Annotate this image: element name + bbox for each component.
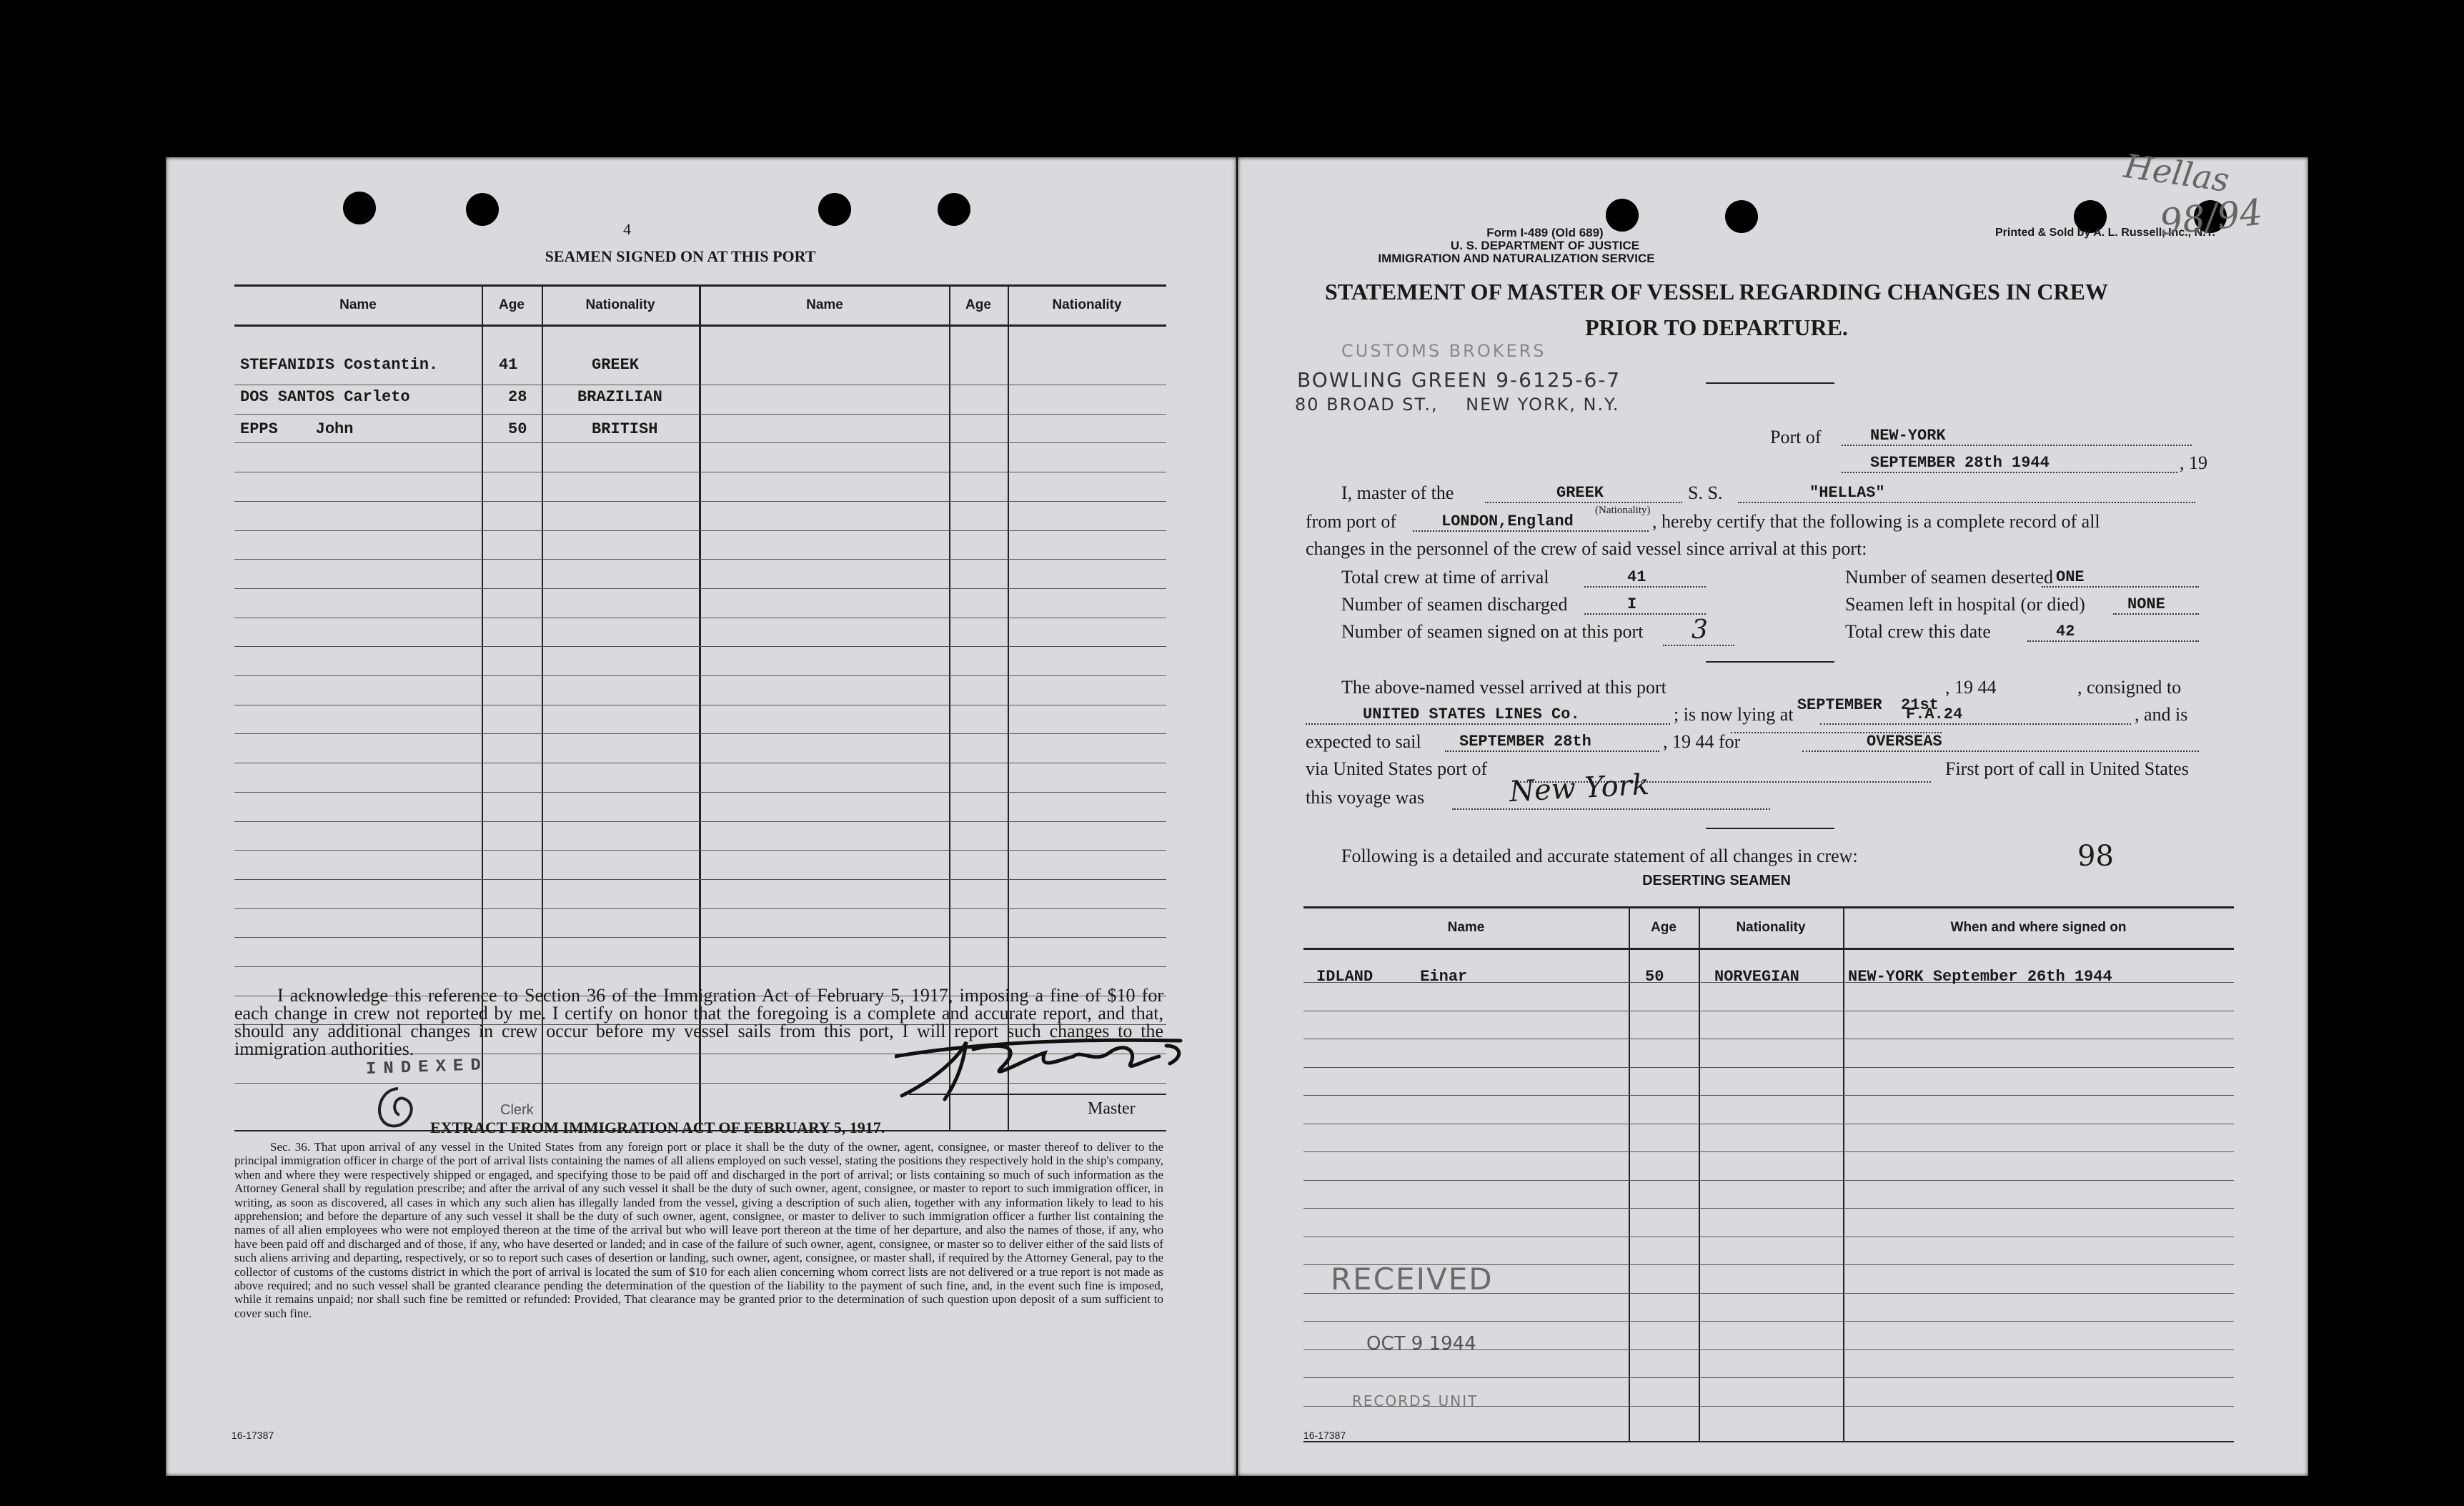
title-line-1: STATEMENT OF MASTER OF VESSEL REGARDING CHANGES IN CREW	[1325, 279, 2108, 304]
desert-header-nationality: Nationality	[1736, 920, 1806, 935]
acknowledgement-text: I acknowledge this reference to Section 36 of the Immigration Act of February 5, 1917, imposing a fine of $10 for each change in crew not reported by me. I certify on honor that the foregoing is a complete and accurate report, and that, should any additional changes in crew occur before my vessel sails from this port, I will report such changes to the immigration authorities.	[234, 985, 1163, 1059]
page-number: 4	[623, 220, 631, 238]
form-id: Form I-489 (Old 689)	[1486, 226, 1604, 239]
discharged-label: Number of seamen discharged	[1341, 594, 1568, 615]
arrived-label: The above-named vessel arrived at this port	[1341, 677, 1666, 698]
nationality-value: GREEK	[1485, 484, 1682, 503]
header-age-2: Age	[965, 297, 991, 312]
broker-stamp-line-2: BOWLING GREEN 9-6125-6-7	[1297, 368, 1621, 392]
lying-label: ; is now lying at	[1674, 704, 1794, 725]
handwritten-number: 98/94	[2157, 191, 2265, 244]
ship-name-value: "HELLAS"	[1738, 484, 2195, 503]
via-handwritten: New York	[1508, 768, 1651, 809]
deserted-label: Number of seamen deserted	[1845, 567, 2053, 588]
row-rule	[234, 646, 1166, 647]
row-rule	[234, 442, 1166, 443]
desert-when-where: NEW-YORK September 26th 1944	[1848, 968, 2112, 986]
desert-age: 50	[1645, 968, 1664, 986]
punch-hole	[1725, 200, 1758, 233]
punch-hole	[466, 193, 499, 226]
row-rule	[234, 850, 1166, 851]
received-stamp-mark: RECEIVED	[1331, 1262, 1494, 1297]
footer-code: 16-17387	[232, 1430, 274, 1441]
lying-value: F.A.24	[1820, 705, 2131, 725]
total-crew-arrival-label: Total crew at time of arrival	[1341, 567, 1549, 588]
row-rule	[234, 559, 1166, 560]
row-nationality: GREEK	[592, 356, 640, 374]
row-rule	[234, 792, 1166, 793]
arrived-value: SEPTEMBER 21st	[1731, 678, 1942, 733]
extract-title: EXTRACT FROM IMMIGRATION ACT OF FEBRUARY 5, 1917.	[430, 1119, 885, 1136]
first-port-label: First port of call in United States	[1945, 758, 2189, 779]
row-rule	[1303, 1321, 2234, 1322]
consignee-value: UNITED STATES LINES Co.	[1306, 705, 1670, 725]
row-rule	[1303, 1180, 2234, 1181]
master-label: Master	[1088, 1099, 1136, 1118]
row-rule	[234, 966, 1166, 967]
master-of-label: I, master of the	[1341, 482, 1454, 503]
arrived-year: , 19 44	[1945, 677, 1997, 698]
expected-year: , 19 44 for	[1663, 731, 1741, 752]
deserting-title: DESERTING SEAMEN	[1642, 873, 1791, 888]
row-rule	[1303, 1067, 2234, 1068]
signed-on-value: 3	[1663, 615, 1734, 646]
row-age: 28	[508, 388, 527, 406]
nationality-caption: (Nationality)	[1595, 505, 1651, 516]
port-label: Port of	[1770, 427, 1822, 447]
row-rule	[234, 821, 1166, 822]
row-rule	[234, 733, 1166, 734]
row-rule	[234, 908, 1166, 909]
section-title: SEAMEN SIGNED ON AT THIS PORT	[545, 247, 816, 265]
following-text: Following is a detailed and accurate statement of all changes in crew:	[1341, 846, 1858, 866]
via-label: via United States port of	[1306, 758, 1488, 779]
header-nationality: Nationality	[585, 297, 655, 312]
punch-hole	[938, 193, 970, 226]
header-name-2: Name	[806, 297, 843, 312]
certify-text: , hereby certify that the following is a complete record of all	[1652, 511, 2100, 532]
row-rule	[234, 530, 1166, 531]
desert-name: IDLAND Einar	[1316, 968, 1468, 986]
header-nationality-2: Nationality	[1052, 297, 1122, 312]
year-suffix: , 19	[2180, 452, 2207, 473]
and-is-label: , and is	[2135, 704, 2188, 725]
row-rule	[234, 588, 1166, 589]
total-crew-arrival-value: 41	[1584, 568, 1706, 588]
row-name: STEFANIDIS Costantin.	[240, 356, 439, 374]
row-rule	[1303, 1377, 2234, 1378]
hospital-label: Seamen left in hospital (or died)	[1845, 594, 2085, 615]
discharged-value: I	[1584, 595, 1706, 615]
expected-label: expected to sail	[1306, 731, 1421, 752]
left-page	[166, 157, 1236, 1476]
port-value: NEW-YORK	[1842, 427, 2192, 446]
from-port-label: from port of	[1306, 511, 1397, 532]
header-name: Name	[339, 297, 377, 312]
voyage-value	[1452, 788, 1770, 810]
deserted-value: ONE	[2042, 568, 2199, 588]
expected-value: SEPTEMBER 28th	[1445, 733, 1659, 752]
desert-header-age: Age	[1651, 920, 1676, 935]
row-rule	[234, 501, 1166, 502]
clerk-label: Clerk	[500, 1102, 534, 1118]
desert-header-when-where: When and where signed on	[1950, 920, 2127, 935]
handwritten-98: 98	[2077, 840, 2114, 873]
desert-header-name: Name	[1447, 920, 1485, 935]
row-rule	[234, 937, 1166, 938]
ss-label: S. S.	[1688, 482, 1723, 503]
row-age: 41	[499, 356, 518, 374]
row-rule	[1303, 1151, 2234, 1152]
date-value: SEPTEMBER 28th 1944	[1842, 454, 2177, 473]
desert-nationality: NORVEGIAN	[1714, 968, 1799, 986]
row-rule	[1303, 1208, 2234, 1209]
row-name: EPPS John	[240, 420, 354, 438]
right-page	[1238, 146, 2308, 1476]
received-date: OCT 9 1944	[1366, 1333, 1476, 1354]
changes-text: changes in the personnel of the crew of said vessel since arrival at this port:	[1306, 538, 1867, 559]
punch-hole	[343, 192, 376, 224]
header-age: Age	[499, 297, 525, 312]
from-port-value: LONDON,England	[1413, 512, 1649, 532]
row-rule	[1303, 1095, 2234, 1096]
row-rule	[234, 414, 1166, 415]
punch-hole	[818, 193, 851, 226]
printer-credit: Printed & Sold by A. L. Russell, Inc., N.Y.	[1995, 227, 2215, 239]
signed-on-label: Number of seamen signed on at this port	[1341, 621, 1644, 642]
footer-code: 16-17387	[1303, 1430, 1346, 1441]
hospital-value: NONE	[2113, 595, 2199, 615]
section-36-text: Sec. 36. That upon arrival of any vessel in the United States from any foreign port or place it shall be the duty of the owner, agent, consignee, or master thereof to deliver to the principal immigration officer in charge of the port of arrival lists containing the names of all aliens employed on such vessel, stating the positions they respectively hold in the ship's company, when and where they were respectively shipped or engaged, and specifying those to be paid off and discharged in the port of arrival; or lists containing so much of such information as the Attorney General shall by regulation prescribe; and after the arrival of any such vessel it shall be the duty of such owner, agent, consignee, or master to report to such immigration officer, in writing, as soon as discovered, all cases in which any such alien has illegally landed from the vessel, giving a description of such alien, together with any information likely to lead to his apprehension; and before the departure of any such vessel it shall be the duty of such owner, agent, consignee, or master to deliver to such immigration officer a further list containing the names of all alien employees who were not employed thereon at the time of the arrival but who will leave port thereon at the time of her departure, and also the names of those, if any, who have been paid off and discharged and of those, if any, who have deserted or landed; and in case of the failure of such owner, agent, consignee, or master so to deliver either of the said lists of such aliens arriving and departing, respectively, or so to report such cases of desertion or landing, such owner, agent, consignee, or master shall, if required by the Attorney General, pay to the collector of customs of the customs district in which the port of arrival is located the sum of $10 for each alien concerning whom correct lists are not delivered or a true report is not made as above required; and no such vessel shall be granted clearance pending the determination of the question of the liability to the payment of such fine, and, in the event such fine is imposed, while it remains unpaid; nor shall such fine be remitted or refunded: Provided, That clearance may be granted prior to the determination of such question upon deposit of a sum sufficient to cover such fine.	[234, 1140, 1163, 1320]
handwritten-hellas: Hellas	[2121, 146, 2232, 200]
deserting-table	[1303, 906, 2234, 1450]
row-rule	[234, 879, 1166, 880]
row-age: 50	[508, 420, 527, 438]
voyage-label: this voyage was	[1306, 787, 1425, 808]
destination-value: OVERSEAS	[1802, 733, 2199, 752]
indexed-stamp: INDEXED	[365, 1056, 489, 1079]
row-nationality: BRAZILIAN	[577, 388, 662, 406]
service: IMMIGRATION AND NATURALIZATION SERVICE	[1378, 252, 1655, 265]
total-crew-date-label: Total crew this date	[1845, 621, 1991, 642]
total-crew-date-value: 42	[2027, 623, 2199, 642]
row-name: DOS SANTOS Carleto	[240, 388, 410, 406]
row-nationality: BRITISH	[592, 420, 658, 438]
broker-stamp-line-3: 80 BROAD ST., NEW YORK, N.Y.	[1295, 395, 1620, 415]
broker-stamp-line-1: CUSTOMS BROKERS	[1341, 341, 1546, 361]
consigned-label: , consigned to	[2077, 677, 2182, 698]
title-line-2: PRIOR TO DEPARTURE.	[1585, 314, 1848, 340]
department: U. S. DEPARTMENT OF JUSTICE	[1450, 239, 1640, 252]
records-stamp: RECORDS UNIT	[1352, 1392, 1479, 1410]
clerk-initial-mark	[369, 1083, 427, 1133]
row-rule	[234, 675, 1166, 676]
